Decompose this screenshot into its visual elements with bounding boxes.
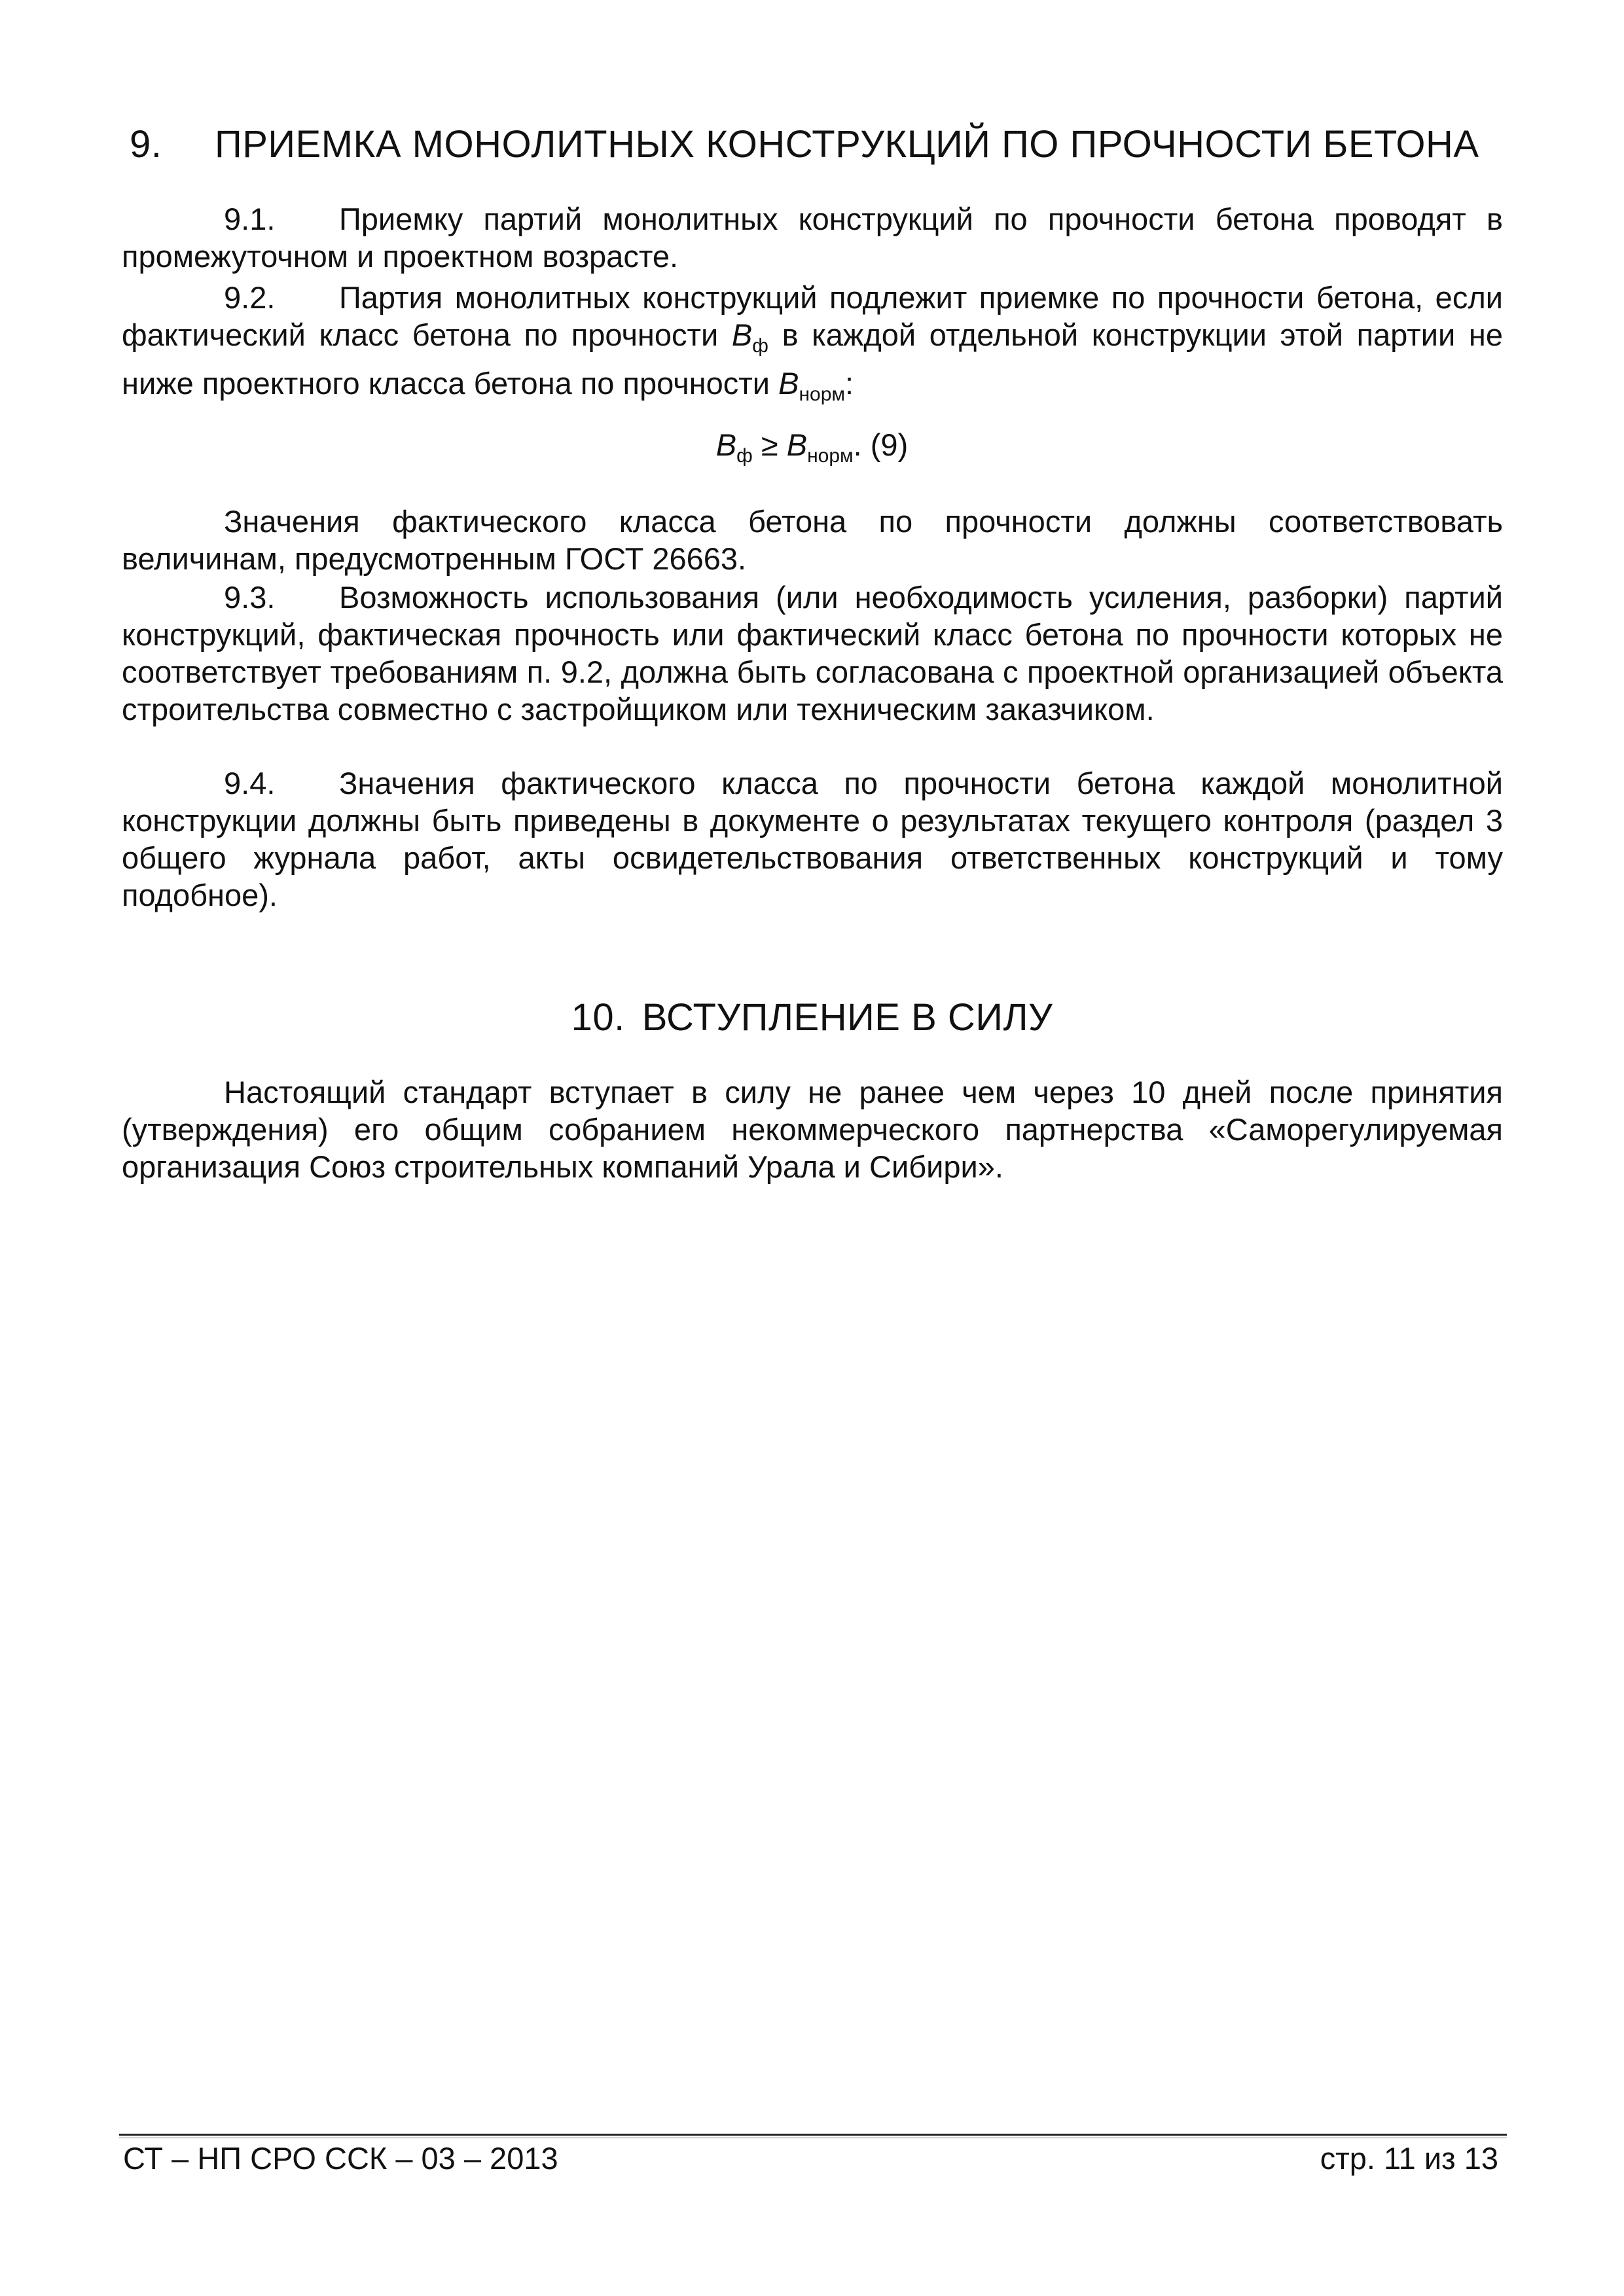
section-10-body [122,1073,1503,1185]
section-10-text: Настоящий стандарт вступает в силу не ранее чем через 10 дней после принятия (утверждения) его общим собранием некоммерческого партнерства «Саморегулируемая организация Союз строительных компаний Урала и Сибири». [122,1075,1503,1184]
clause-9-3-text: Возможность использования (или необходимость усиления, разборки) партий конструкций, фактическая прочность или фактический класс бетона по прочности которых не соответствует требованиям п. 9.2, должна быть согласована с проектной организацией объекта строительства совместно с застройщиком или техническим заказчиком. [122,580,1503,726]
clause-9-4-text: Значения фактического класса по прочности бетона каждой монолитной конструкции должны быть приведены в документе о результатах текущего контроля (раздел 3 общего журнала работ, акты освидетельствования ответственных конструкций и тому подобное). [122,766,1503,912]
footer-divider [119,2134,1507,2136]
formula-lhs: $B_ф$ [715,427,753,467]
clause-9-4 [122,764,1503,914]
section-10-number: 10. [571,996,625,1039]
footer-document-code: СТ – НП СРО ССК – 03 – 2013 [123,2141,558,2176]
clause-9-1-number: 9.1. [224,202,276,236]
formula-rhs: $B_{норм}$ [786,427,854,467]
footer-page-number: стр. 11 из 13 [1320,2141,1498,2176]
formula-operator: ≥ [752,427,787,462]
section-9-heading [130,122,1479,168]
clause-9-4-number: 9.4. [224,766,276,800]
clause-9-2-number: 9.2. [224,280,276,315]
clause-9-2-text-a: Партия монолитных конструкций подлежит приемке по прочности бетона, если фактический класс бетона по прочности [122,280,1503,352]
clause-9-2-text-c: : [845,366,854,401]
clause-9-1 [122,200,1503,275]
section-9-title: ПРИЕМКА МОНОЛИТНЫХ КОНСТРУКЦИЙ ПО ПРОЧНОСТИ БЕТОНА [215,123,1479,166]
clause-9-3 [122,579,1503,728]
clause-9-2 [122,279,1503,413]
section-10-title: ВСТУПЛЕНИЕ В СИЛУ [641,996,1053,1039]
formula-tail: . (9) [853,427,909,462]
clause-9-2-text-b: в каждой отдельной конструкции этой партии не ниже проектного класса бетона по прочности [122,317,1503,401]
clause-9-3-number: 9.3. [224,580,276,615]
clause-9-1-text: Приемку партий монолитных конструкций по прочности бетона проводят в промежуточном и проектном возрасте. [122,202,1503,274]
symbol-b-fact: $B_ф$ [731,317,768,357]
formula-9 [0,425,1624,476]
symbol-b-norm: $B_{норм}$ [778,366,846,405]
section-10-heading [0,995,1624,1041]
clause-9-2-note-text: Значения фактического класса бетона по прочности должны соответствовать величинам, предусмотренным ГОСТ 26663. [122,504,1503,576]
clause-9-2-note [122,503,1503,577]
section-9-number: 9. [130,123,162,166]
